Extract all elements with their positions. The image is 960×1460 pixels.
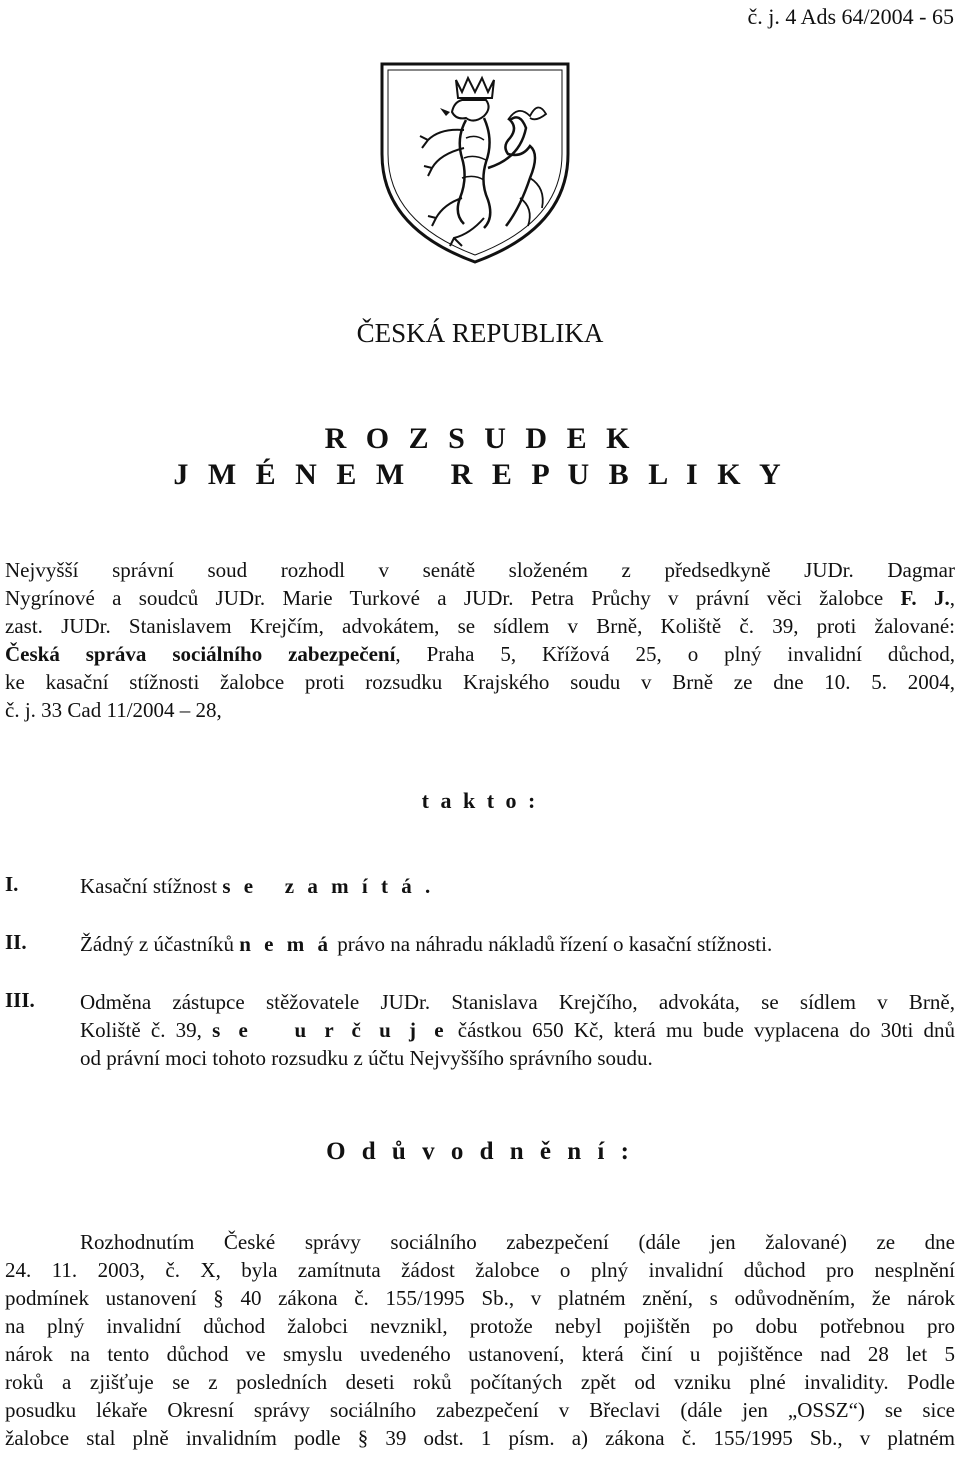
defendant-name: Česká správa sociálního zabezpečení: [5, 642, 396, 666]
reasoning-line: žalobce stal plně invalidním podle § 39 odst. 1 písm. a) zákona č. 155/1995 Sb., v platném: [5, 1426, 955, 1450]
state-emblem-icon: [370, 58, 580, 268]
item-text: Žádný z účastníků n e m á právo na náhradu nákladů řízení o kasační stížnosti.: [80, 932, 773, 956]
reasoning-heading: O d ů v o d n ě n í :: [326, 1138, 634, 1165]
reasoning-line: nárok na tento důchod ve smyslu uvedeného ustanovení, která činí u pojištěnce nad 28 let 5: [5, 1342, 955, 1366]
verdict-label: t a k t o :: [421, 788, 539, 813]
case-reference: č. j. 4 Ads 64/2004 - 65: [747, 4, 954, 29]
item-number: I.: [5, 872, 19, 896]
item-text: Kasační stížnost s e z a m í t á .: [80, 874, 435, 898]
reasoning-line: 24. 11. 2003, č. X, byla zamítnuta žádost žalobce o plný invalidní důchod pro nesplnění: [5, 1258, 955, 1282]
document-subtitle: J M É N E M R E P U B L I K Y: [173, 458, 787, 491]
country-name: ČESKÁ REPUBLIKA: [356, 318, 604, 348]
document-title: R O Z S U D E K: [324, 422, 636, 455]
intro-line: zast. JUDr. Stanislavem Krejčím, advokátem, se sídlem v Brně, Koliště č. 39, proti žalované:: [5, 614, 955, 638]
reasoning-line: posudku lékaře Okresní správy sociálního zabezpečení v Břeclavi (dále jen „OSSZ“) se sice: [5, 1398, 955, 1422]
intro-line: ke kasační stížnosti žalobce proti rozsudku Krajského soudu v Brně ze dne 10. 5. 2004,: [5, 670, 955, 694]
reasoning-line: podmínek ustanovení § 40 zákona č. 155/1995 Sb., v platném znění, s odůvodněním, že nárok: [5, 1286, 955, 1310]
reasoning-line: roků a zjišťuje se z posledních deseti roků počítaných zpět od vzniku plné invalidity. Podle: [5, 1370, 955, 1394]
reasoning-line: na plný invalidní důchod žalobci nevznikl, protože nebyl pojištěn po dobu potřebnou pro: [5, 1314, 955, 1338]
reasoning-paragraph: [5, 1228, 955, 1452]
intro-line: Nejvyšší správní soud rozhodl v senátě složeném z předsedkyně JUDr. Dagmar: [5, 558, 955, 582]
item-text: Odměna zástupce stěžovatele JUDr. Stanislava Krejčího, advokáta, se sídlem v Brně, Koliště č. 39, s e u r č u j e částkou 650 Kč, která mu bude vyplacena do 30ti dnů od právní moci tohoto rozsudku z účtu Nejvyššího správního soudu.: [80, 990, 956, 1070]
reasoning-line: Rozhodnutím České správy sociálního zabezpečení (dále jen žalované) ze dne: [80, 1230, 955, 1254]
item-number: II.: [5, 930, 27, 954]
intro-line: Česká správa sociálního zabezpečení, Praha 5, Křížová 25, o plný invalidní důchod,: [5, 642, 956, 666]
intro-line: Nygrínové a soudců JUDr. Marie Turkové a JUDr. Petra Průchy v právní věci žalobce F. J.,: [5, 586, 955, 610]
intro-paragraph: [5, 556, 955, 724]
intro-line: č. j. 33 Cad 11/2004 – 28,: [5, 698, 222, 722]
item-number: III.: [5, 988, 35, 1012]
